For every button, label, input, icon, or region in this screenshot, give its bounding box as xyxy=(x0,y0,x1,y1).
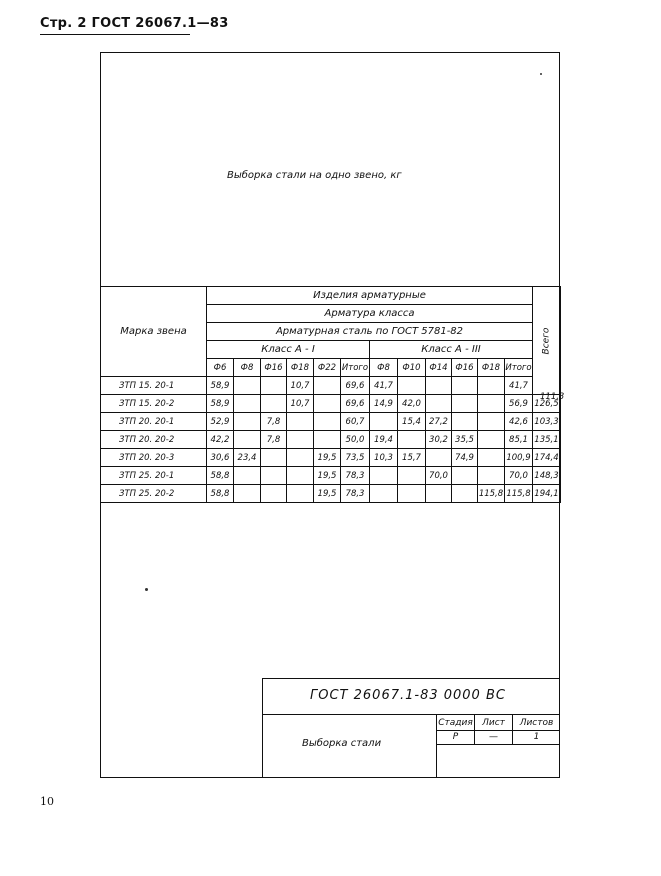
scan-speck xyxy=(540,73,542,75)
table-cell xyxy=(287,449,314,467)
table-cell: 7,8 xyxy=(261,413,287,431)
col-header: Итого xyxy=(505,359,533,377)
table-cell: 30,6 xyxy=(207,449,234,467)
table-cell-total: 103,3 xyxy=(533,413,561,431)
stamp-sheets-value: 1 xyxy=(533,732,540,742)
table-cell: 78,3 xyxy=(341,467,370,485)
table-cell xyxy=(478,413,505,431)
mark-header: Марка звена xyxy=(101,287,207,377)
table-cell: 42,0 xyxy=(398,395,426,413)
table-cell: 42,2 xyxy=(207,431,234,449)
table-cell: 30,2 xyxy=(426,431,452,449)
table-cell xyxy=(287,413,314,431)
table-cell: 60,7 xyxy=(341,413,370,431)
table-cell: 58,8 xyxy=(207,485,234,503)
table-cell xyxy=(478,377,505,395)
table-cell: 19,5 xyxy=(314,449,341,467)
table-cell xyxy=(452,377,478,395)
table-cell xyxy=(234,467,261,485)
table-cell: 27,2 xyxy=(426,413,452,431)
table-cell xyxy=(426,377,452,395)
table-cell: 58,9 xyxy=(207,395,234,413)
table-cell-mark: ЗТП 25. 20-2 xyxy=(101,485,207,503)
table-cell-mark: ЗТП 15. 20-1 xyxy=(101,377,207,395)
table-cell: 56,9 xyxy=(505,395,533,413)
table-cell xyxy=(398,431,426,449)
table-cell-total: 135,1 xyxy=(533,431,561,449)
class-header: Арматура класса xyxy=(207,305,533,323)
table-cell: 10,7 xyxy=(287,395,314,413)
table-cell xyxy=(314,431,341,449)
table-cell xyxy=(398,467,426,485)
table-cell xyxy=(314,377,341,395)
table-cell-total: 194,1 xyxy=(533,485,561,503)
stamp-sheet-label: Лист xyxy=(482,718,505,728)
table-cell: 41,7 xyxy=(370,377,398,395)
table-cell: 42,6 xyxy=(505,413,533,431)
table-cell xyxy=(398,485,426,503)
table-cell: 100,9 xyxy=(505,449,533,467)
table-cell xyxy=(478,449,505,467)
total-header xyxy=(533,287,561,395)
col-header: Ф18 xyxy=(478,359,505,377)
col-header: Ф8 xyxy=(370,359,398,377)
col-header: Ф8 xyxy=(234,359,261,377)
total-first-row: 111,3 xyxy=(540,392,565,402)
group-class-a3: Класс А - III xyxy=(370,341,533,359)
col-header: Ф6 xyxy=(207,359,234,377)
table-cell xyxy=(452,395,478,413)
table-cell xyxy=(234,431,261,449)
table-cell xyxy=(452,467,478,485)
stamp-sheet-value: — xyxy=(489,732,498,742)
table-cell: 58,8 xyxy=(207,467,234,485)
table-cell: 15,7 xyxy=(398,449,426,467)
scan-speck xyxy=(145,588,148,591)
table-cell xyxy=(261,449,287,467)
table-cell: 85,1 xyxy=(505,431,533,449)
stamp-sheets-label: Листов xyxy=(519,718,554,728)
table-cell xyxy=(398,377,426,395)
group-class-a1: Класс А - I xyxy=(207,341,370,359)
table-cell xyxy=(426,449,452,467)
table-cell: 10,7 xyxy=(287,377,314,395)
table-cell xyxy=(426,395,452,413)
stamp-doc-name: Выборка стали xyxy=(302,738,382,749)
table-cell xyxy=(452,413,478,431)
table-cell: 19,5 xyxy=(314,485,341,503)
table-cell xyxy=(287,431,314,449)
header-underline xyxy=(40,34,190,35)
table-cell: 78,3 xyxy=(341,485,370,503)
table-cell xyxy=(478,467,505,485)
table-cell xyxy=(234,485,261,503)
table-cell-mark: ЗТП 20. 20-1 xyxy=(101,413,207,431)
table-cell: 74,9 xyxy=(452,449,478,467)
table-cell xyxy=(261,467,287,485)
table-cell: 7,8 xyxy=(261,431,287,449)
table-cell: 14,9 xyxy=(370,395,398,413)
section-title: Выборка стали на одно звено, кг xyxy=(227,170,402,181)
table-cell xyxy=(261,485,287,503)
stamp-divider xyxy=(436,730,560,731)
table-cell: 73,5 xyxy=(341,449,370,467)
table-cell: 23,4 xyxy=(234,449,261,467)
page-number: 10 xyxy=(40,795,54,808)
table-cell-total: 148,3 xyxy=(533,467,561,485)
table-cell xyxy=(287,467,314,485)
table-cell xyxy=(314,413,341,431)
col-header: Ф16 xyxy=(261,359,287,377)
table-cell xyxy=(261,395,287,413)
table-cell xyxy=(370,467,398,485)
table-cell-mark: ЗТП 15. 20-2 xyxy=(101,395,207,413)
table-cell xyxy=(234,377,261,395)
table-cell: 70,0 xyxy=(426,467,452,485)
col-header: Ф22 xyxy=(314,359,341,377)
products-header: Изделия арматурные xyxy=(207,287,533,305)
stamp-stage-value: Р xyxy=(452,732,459,742)
table-cell: 52,9 xyxy=(207,413,234,431)
steel-header: Арматурная сталь по ГОСТ 5781-82 xyxy=(207,323,533,341)
table-cell xyxy=(234,413,261,431)
table-cell: 50,0 xyxy=(341,431,370,449)
table-cell xyxy=(234,395,261,413)
table-cell xyxy=(478,395,505,413)
table-cell-mark: ЗТП 25. 20-1 xyxy=(101,467,207,485)
table-cell xyxy=(478,431,505,449)
table-cell-mark: ЗТП 20. 20-3 xyxy=(101,449,207,467)
table-cell xyxy=(261,377,287,395)
stamp-divider xyxy=(262,714,560,715)
table-cell-mark: ЗТП 20. 20-2 xyxy=(101,431,207,449)
col-header: Ф18 xyxy=(287,359,314,377)
table-cell xyxy=(370,413,398,431)
table-cell xyxy=(370,485,398,503)
steel-table xyxy=(100,286,565,503)
stamp-divider xyxy=(436,744,560,745)
col-header: Ф10 xyxy=(398,359,426,377)
table-cell: 41,7 xyxy=(505,377,533,395)
table-cell: 19,5 xyxy=(314,467,341,485)
table-cell: 69,6 xyxy=(341,377,370,395)
table-cell xyxy=(452,485,478,503)
stamp-stage-label: Стадия xyxy=(438,718,473,728)
page-header: Стр. 2 ГОСТ 26067.1—83 xyxy=(40,16,229,31)
table-cell xyxy=(287,485,314,503)
table-cell xyxy=(314,395,341,413)
col-header: Ф14 xyxy=(426,359,452,377)
table-cell: 115,8 xyxy=(478,485,505,503)
table-cell: 19,4 xyxy=(370,431,398,449)
table-cell xyxy=(426,485,452,503)
table-cell: 58,9 xyxy=(207,377,234,395)
total-header-text: Всего xyxy=(541,327,552,354)
table-cell: 10,3 xyxy=(370,449,398,467)
table-cell-total: 126,5 xyxy=(533,395,561,413)
table-cell: 115,8 xyxy=(505,485,533,503)
col-header: Итого xyxy=(341,359,370,377)
table-cell: 35,5 xyxy=(452,431,478,449)
table-cell: 70,0 xyxy=(505,467,533,485)
table-cell: 15,4 xyxy=(398,413,426,431)
table-cell-total: 174,4 xyxy=(533,449,561,467)
col-header: Ф16 xyxy=(452,359,478,377)
table-cell: 69,6 xyxy=(341,395,370,413)
stamp-designation: ГОСТ 26067.1-83 0000 ВС xyxy=(310,688,506,703)
